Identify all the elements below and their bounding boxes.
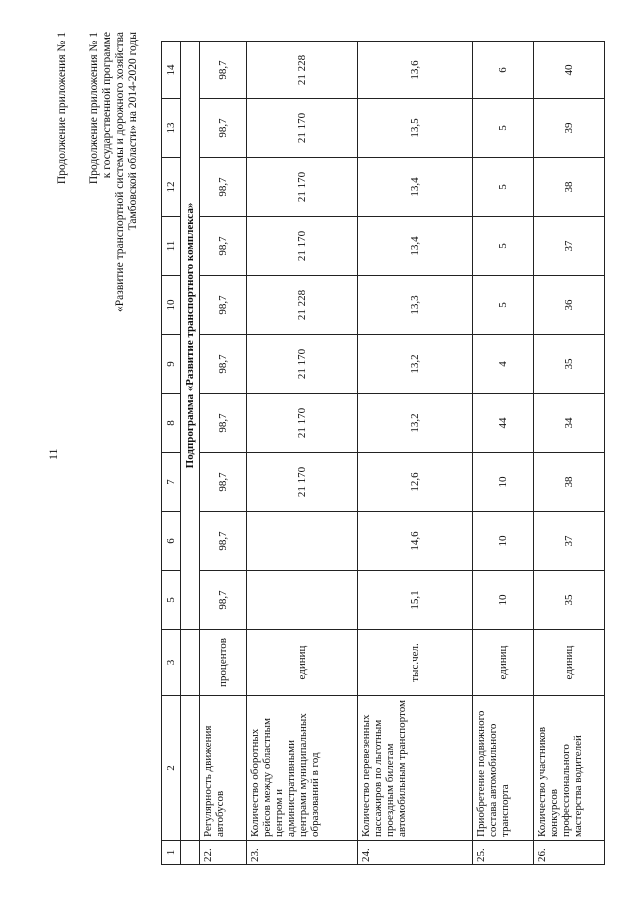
unit-cell: единиц	[534, 630, 605, 696]
value-cell: 5	[473, 158, 534, 217]
unit-cell: единиц	[473, 630, 534, 696]
column-number-row	[162, 42, 181, 865]
unit-cell: тыс.чел.	[358, 630, 473, 696]
value-cell: 98,7	[200, 512, 247, 571]
value-cell: 37	[534, 217, 605, 276]
subprogram-unit-cell	[181, 630, 200, 696]
value-cell: 38	[534, 453, 605, 512]
program-reference	[88, 32, 140, 312]
header-line-1: Продолжение приложения № 1	[56, 32, 68, 185]
value-cell: 39	[534, 99, 605, 158]
header-line-4: «Развитие транспортной системы и дорожного хозяйства	[114, 32, 126, 312]
unit-cell: единиц	[247, 630, 358, 696]
subprogram-row	[181, 42, 200, 865]
value-cell: 98,7	[200, 217, 247, 276]
value-cell: 10	[473, 571, 534, 630]
header-line-3: к государственной программе	[101, 32, 113, 179]
value-cell: 13,2	[358, 394, 473, 453]
value-cell: 5	[473, 99, 534, 158]
value-cell: 34	[534, 394, 605, 453]
table-body	[162, 42, 605, 865]
column-number-13: 14	[162, 42, 181, 99]
value-cell: 35	[534, 335, 605, 394]
value-cell: 13,6	[358, 42, 473, 99]
column-number-5: 6	[162, 512, 181, 571]
column-number-12: 13	[162, 99, 181, 158]
value-cell: 98,7	[200, 571, 247, 630]
value-cell: 10	[473, 512, 534, 571]
row-number: 23.	[247, 841, 358, 865]
table-row	[358, 42, 473, 865]
value-cell: 13,4	[358, 217, 473, 276]
unit-cell: процентов	[200, 630, 247, 696]
row-number: 26.	[534, 841, 605, 865]
value-cell: 35	[534, 571, 605, 630]
value-cell: 10	[473, 453, 534, 512]
column-number-2: 2	[162, 696, 181, 841]
indicators-table	[161, 41, 605, 865]
table-row	[473, 42, 534, 865]
row-number: 22.	[200, 841, 247, 865]
table-row	[200, 42, 247, 865]
value-cell: 98,7	[200, 276, 247, 335]
value-cell: 13,2	[358, 335, 473, 394]
value-cell: 21 170	[247, 217, 358, 276]
value-cell: 98,7	[200, 99, 247, 158]
row-number: 25.	[473, 841, 534, 865]
value-cell: 21 170	[247, 158, 358, 217]
value-cell: 13,4	[358, 158, 473, 217]
subprogram-title: Подпрограмма «Развитие транспортного комплекса»	[181, 42, 200, 630]
value-cell: 37	[534, 512, 605, 571]
value-cell: 12,6	[358, 453, 473, 512]
column-number-1: 1	[162, 841, 181, 865]
value-cell: 98,7	[200, 158, 247, 217]
value-cell: 44	[473, 394, 534, 453]
value-cell: 21 170	[247, 335, 358, 394]
appendix-continuation-note	[56, 32, 69, 184]
value-cell: 6	[473, 42, 534, 99]
column-number-10: 11	[162, 217, 181, 276]
value-cell: 13,3	[358, 276, 473, 335]
table-row	[534, 42, 605, 865]
value-cell: 21 170	[247, 99, 358, 158]
value-cell: 14,6	[358, 512, 473, 571]
value-cell: 5	[473, 217, 534, 276]
indicator-name: Приобретение подвижного состава автомобильного транспорта	[473, 696, 534, 841]
column-number-3: 3	[162, 630, 181, 696]
value-cell: 98,7	[200, 394, 247, 453]
value-cell: 40	[534, 42, 605, 99]
subprogram-num-cell	[181, 841, 200, 865]
indicator-name: Количество перевезенных пассажиров по льготным проездным билетам автомобильным транспортом	[358, 696, 473, 841]
column-number-8: 9	[162, 335, 181, 394]
column-number-4: 5	[162, 571, 181, 630]
value-cell: 36	[534, 276, 605, 335]
value-cell	[247, 512, 358, 571]
column-number-9: 10	[162, 276, 181, 335]
value-cell: 21 170	[247, 394, 358, 453]
value-cell: 21 228	[247, 276, 358, 335]
value-cell: 5	[473, 276, 534, 335]
indicator-name: Количество участников конкурсов профессионального мастерства водителей	[534, 696, 605, 841]
indicator-name: Регулярность движения автобусов	[200, 696, 247, 841]
column-number-6: 7	[162, 453, 181, 512]
value-cell: 4	[473, 335, 534, 394]
value-cell: 98,7	[200, 42, 247, 99]
column-number-11: 12	[162, 158, 181, 217]
row-number: 24.	[358, 841, 473, 865]
indicator-name: Количество оборотных рейсов между областным центром и административными центрами муниципальных образований в год	[247, 696, 358, 841]
header-line-5: Тамбовской области» на 2014-2020 годы	[127, 32, 139, 231]
value-cell: 15,1	[358, 571, 473, 630]
value-cell: 21 170	[247, 453, 358, 512]
value-cell: 98,7	[200, 453, 247, 512]
value-cell: 98,7	[200, 335, 247, 394]
value-cell: 38	[534, 158, 605, 217]
header-line-2: Продолжение приложения № 1	[88, 32, 100, 185]
table-row	[247, 42, 358, 865]
subprogram-name-cell	[181, 696, 200, 841]
page-number: 11	[46, 448, 60, 460]
value-cell: 13,5	[358, 99, 473, 158]
column-number-7: 8	[162, 394, 181, 453]
value-cell: 21 228	[247, 42, 358, 99]
value-cell	[247, 571, 358, 630]
